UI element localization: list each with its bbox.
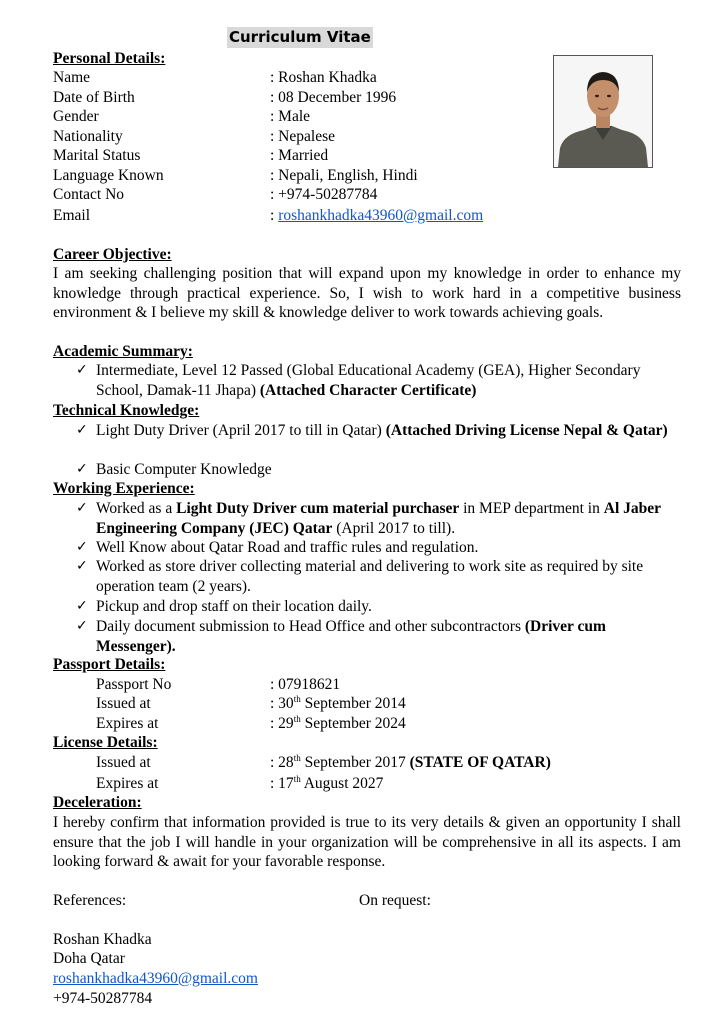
license-expires-suffix: th [293,773,301,784]
list-item [76,617,680,656]
passport-issued-suffix: th [293,693,301,704]
career-objective-text: I am seeking challenging position that will expand upon my knowledge in order to enhance my knowledge through practical experience. So, I wish to work hard in a competitive business environment & I believe my skill & knowledge deliver to work towards achieving goals. [53,265,681,321]
passport-expires-label: Expires at [96,715,159,732]
list-item [76,538,680,558]
nationality-value: : Nepalese [270,128,335,145]
license-issued-day: : 28 [270,754,294,771]
passport-issued-month-year: September 2014 [300,695,406,712]
nationality-label: Nationality [53,128,123,145]
license-issued-value [270,753,551,772]
check-icon: ✓ [76,422,88,438]
work-item-1-text: Worked as a [96,500,177,517]
name-label: Name [53,69,91,86]
gender-label: Gender [53,108,99,125]
check-icon: ✓ [76,539,88,555]
passport-details-heading: Passport Details: [53,656,166,673]
technical-knowledge-heading: Technical Knowledge: [53,402,200,419]
passport-issued-label: Issued at [96,695,151,712]
work-item-5-bold: (Driver cum Messenger). [96,618,606,655]
marital-status-value: : Married [270,147,329,164]
email-colon: : [270,207,279,224]
list-item [76,499,680,538]
technical-item-1-bold: (Attached Driving License Nepal & Qatar) [385,422,668,439]
work-item-1-role: Light Duty Driver cum material purchaser [176,500,460,517]
work-item-3-text: Worked as store driver collecting material and delivering to work site as required by site operation team (2 years). [96,558,644,595]
document-title: Curriculum Vitae [229,28,371,46]
contact-label: Contact No [53,186,125,203]
check-icon: ✓ [76,558,88,574]
language-value: : Nepali, English, Hindi [270,167,418,184]
license-expires-label: Expires at [96,775,159,792]
academic-item-bold: (Attached Character Certificate) [259,381,477,399]
working-experience-heading: Working Experience: [53,480,195,497]
profile-photo [553,55,653,168]
passport-issued-value [270,694,406,713]
footer-location: Doha Qatar [53,950,125,967]
references-label: References: [53,892,127,909]
person-photo-icon [554,56,652,167]
name-value: : Roshan Khadka [270,69,377,86]
marital-status-label: Marital Status [53,147,141,164]
work-item-4-text: Pickup and drop staff on their location daily. [96,598,372,615]
footer-email-link[interactable]: roshankhadka43960@gmail.com [53,970,258,987]
list-item [76,557,680,596]
license-issued-state: (STATE OF QATAR) [409,754,551,771]
passport-expires-month-year: September 2024 [300,715,406,732]
list-item [76,361,680,400]
list-item [76,421,680,441]
contact-value: : +974-50287784 [270,186,378,203]
academic-item-text: Intermediate, Level 12 Passed (Global Educational Academy (GEA), Higher Secondary School, Damak-11 Jhapa) [96,362,641,399]
personal-details-heading: Personal Details: [53,50,166,67]
technical-item-2-text: Basic Computer Knowledge [96,461,272,478]
academic-summary-heading: Academic Summary: [53,343,193,360]
license-details-heading: License Details: [53,734,158,751]
passport-expires-value [270,714,406,733]
check-icon: ✓ [76,461,88,477]
check-icon: ✓ [76,598,88,614]
work-item-1-period: (April 2017 to till). [332,519,456,537]
dob-label: Date of Birth [53,89,135,106]
career-objective-heading: Career Objective: [53,246,172,263]
work-item-1-company: Al Jaber Engineering Company (JEC) Qatar [96,500,661,537]
email-value [270,206,483,225]
passport-issued-day: : 30 [270,695,294,712]
license-expires-day: : 17 [270,775,294,792]
license-expires-month-year: August 2027 [300,775,384,792]
email-link[interactable]: roshankhadka43960@gmail.com [278,207,484,224]
list-item [76,597,680,617]
work-item-5-text: Daily document submission to Head Office and other subcontractors [96,618,525,635]
check-icon: ✓ [76,500,88,516]
language-label: Language Known [53,167,164,184]
list-item [76,460,680,480]
gender-value: : Male [270,108,311,125]
footer-name: Roshan Khadka [53,931,152,948]
passport-expires-suffix: th [293,713,301,724]
check-icon: ✓ [76,618,88,634]
technical-item-1-text: Light Duty Driver (April 2017 to till in Qatar) [96,422,386,439]
declaration-text: I hereby confirm that information provided is true to its very details & given an opportunity I shall ensure that the job I will handle in your organization will be comprehensive in all its aspects. I am looking forward & await for your favorable response. [53,814,681,870]
license-issued-label: Issued at [96,754,151,771]
email-label: Email [53,207,91,224]
passport-no-value: : 07918621 [270,676,341,693]
check-icon: ✓ [76,362,88,378]
license-issued-suffix: th [293,752,301,763]
footer-phone: +974-50287784 [53,990,153,1007]
license-issued-month-year: September 2017 [300,754,410,771]
dob-value: : 08 December 1996 [270,89,397,106]
passport-no-label: Passport No [96,676,172,693]
references-value: On request: [359,892,431,909]
declaration-heading: Deceleration: [53,794,142,811]
license-expires-value [270,774,383,793]
work-item-1-text-2: in MEP department in [459,500,604,517]
passport-expires-day: : 29 [270,715,294,732]
work-item-2-text: Well Know about Qatar Road and traffic rules and regulation. [96,539,479,556]
